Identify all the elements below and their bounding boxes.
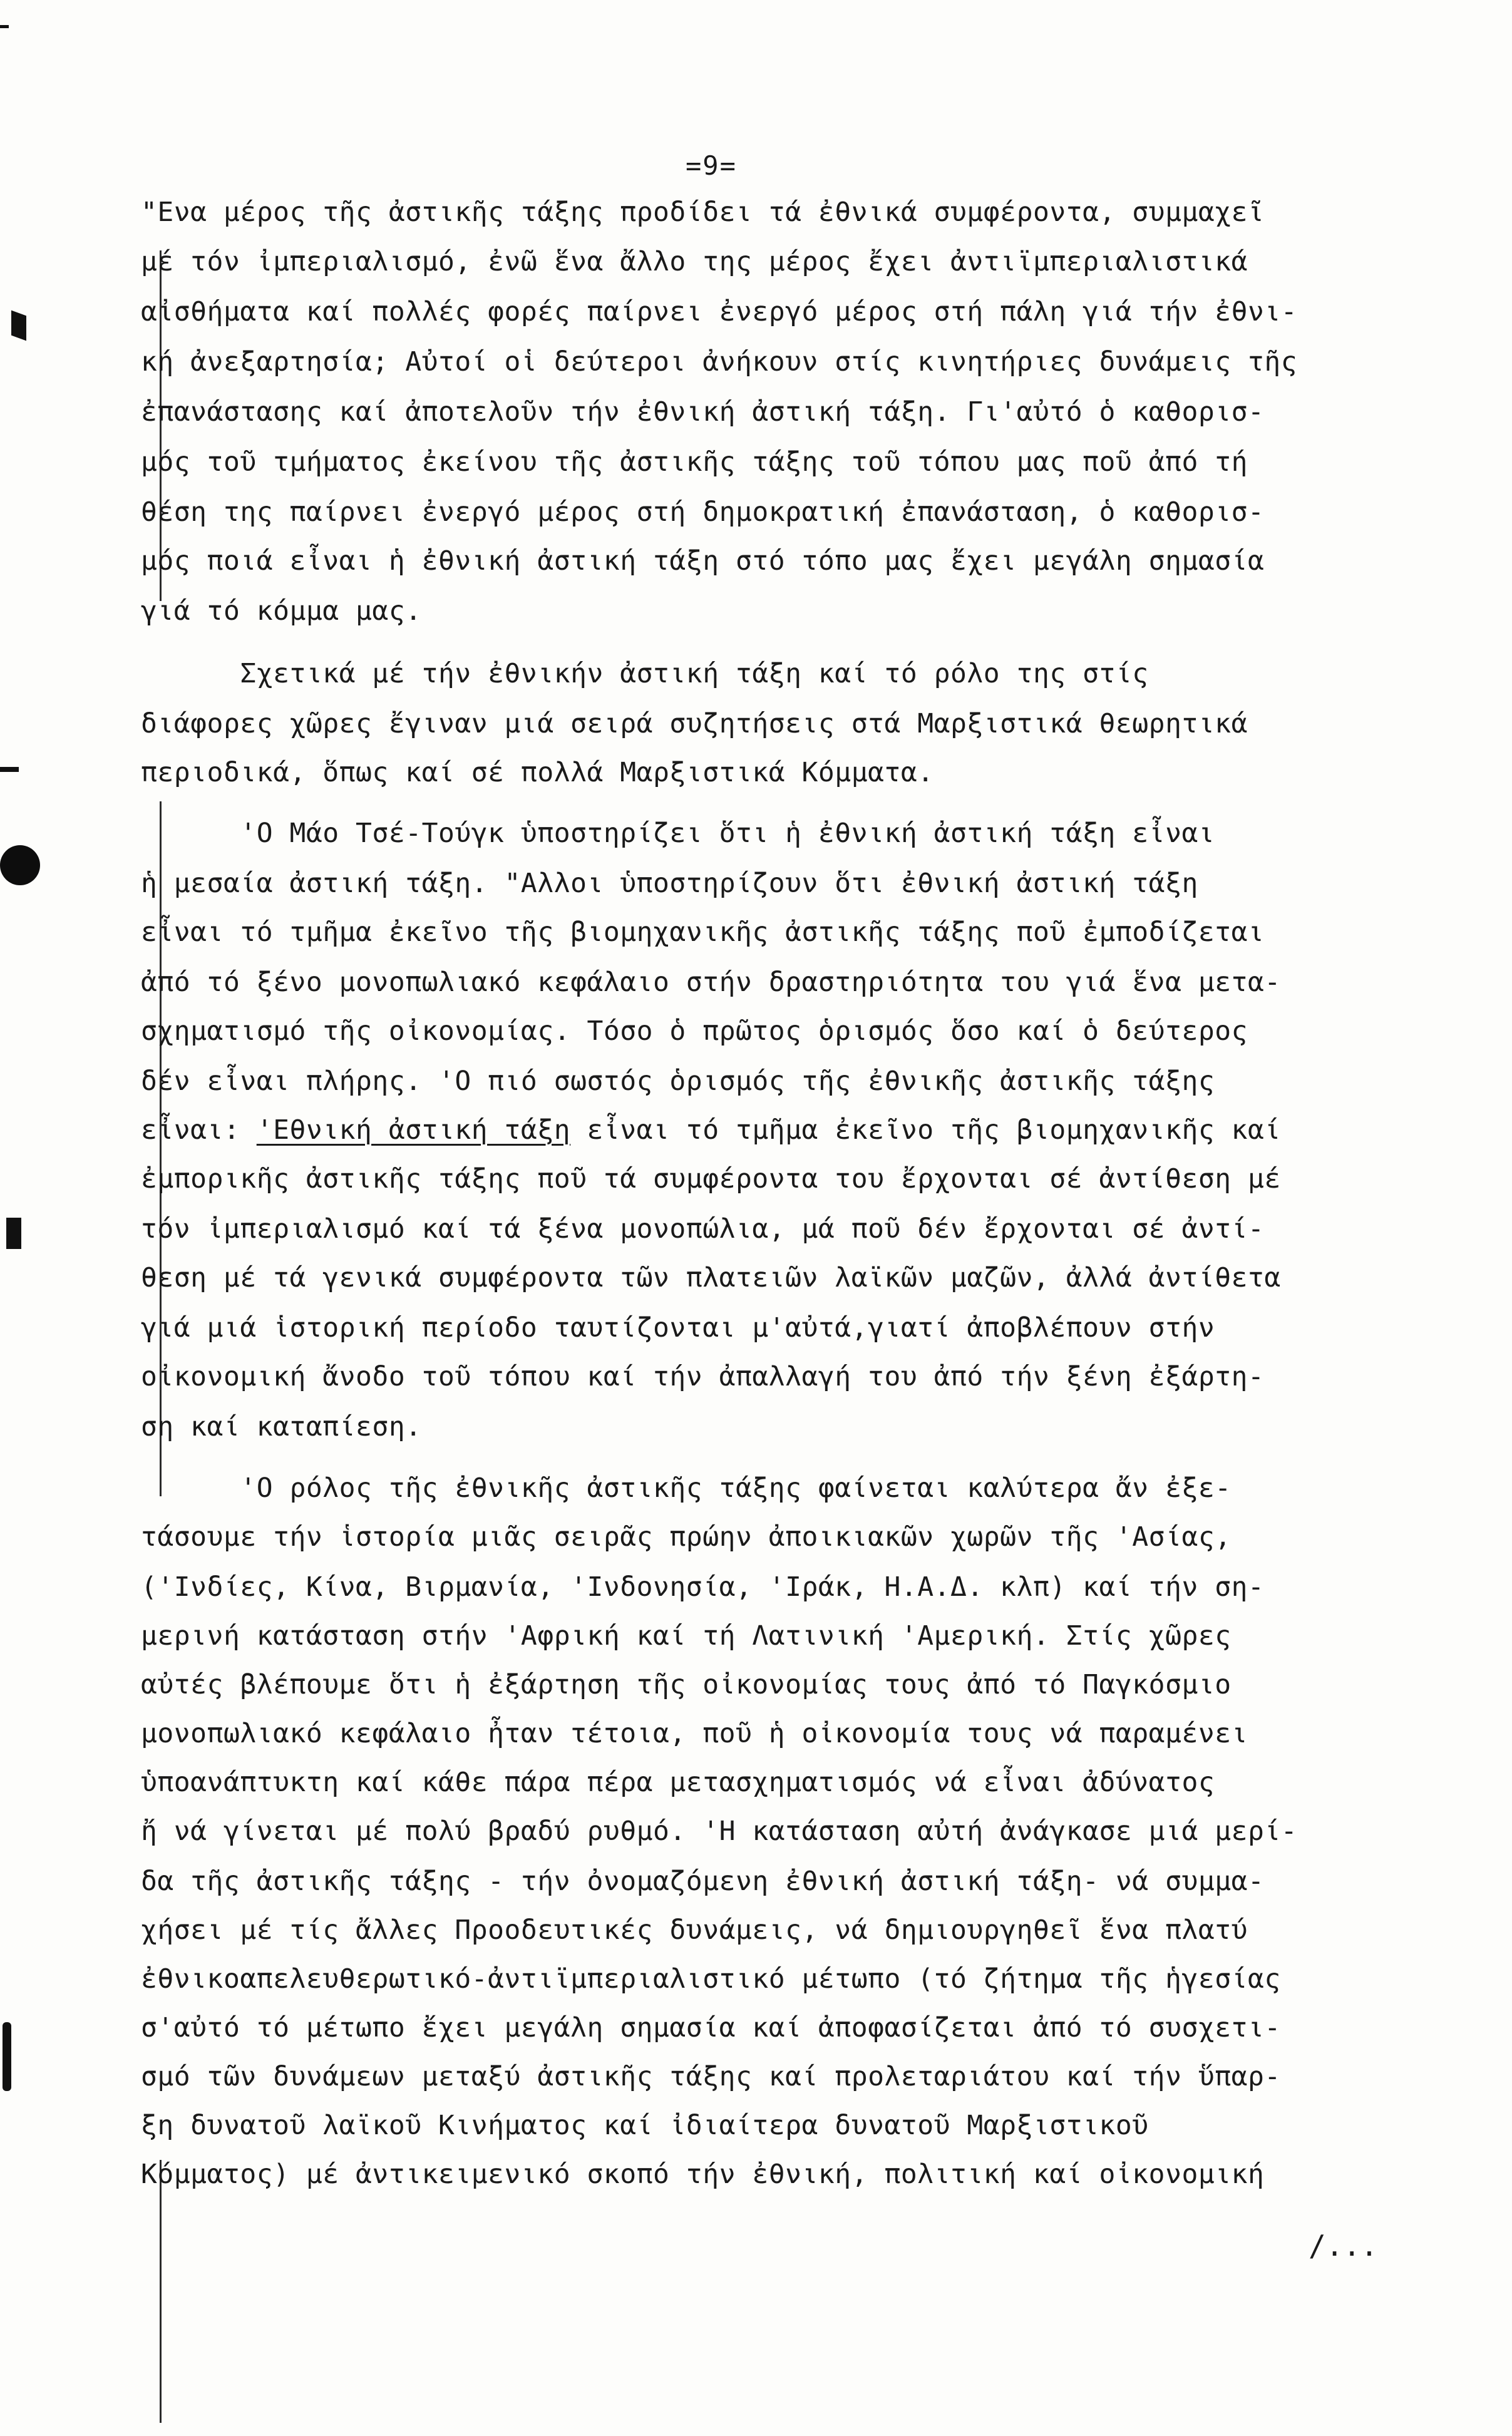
text-line: γιά μιά ἱστορική περίοδο ταυτίζονται μ'αὐτά,γιατί ἀποβλέπουν στήν bbox=[141, 1312, 1215, 1344]
text-line: Σχετικά μέ τήν ἐθνικήν ἀστική τάξη καί τό ρόλο της στίς bbox=[141, 658, 1149, 689]
text-line: τάσουμε τήν ἱστορία μιᾶς σειρᾶς πρώην ἀποικιακῶν χωρῶν τῆς 'Ασίας, bbox=[141, 1521, 1232, 1553]
text-line: σμό τῶν δυνάμεων μεταξύ ἀστικῆς τάξης καί προλεταριάτου καί τήν ὕπαρ- bbox=[141, 2061, 1281, 2092]
text-line: μονοπωλιακό κεφάλαιο ἦταν τέτοια, ποῦ ἡ οἰκονομία τους νά παραμένει bbox=[141, 1718, 1248, 1749]
text-line: γιά τό κόμμα μας. bbox=[141, 595, 422, 627]
text-line: ἐθνικοαπελευθερωτικό-ἀντιϊμπεριαλιστικό μέτωπο (τό ζήτημα τῆς ἡγεσίας bbox=[141, 1963, 1281, 1995]
page-number: =9= bbox=[686, 150, 737, 181]
definition-text: εἶναι τό τμῆμα ἐκεῖνο τῆς βιομηχανικῆς καί bbox=[570, 1114, 1281, 1146]
text-line: διάφορες χῶρες ἔγιναν μιά σειρά συζητήσεις στά Μαρξιστικά θεωρητικά bbox=[141, 708, 1248, 739]
text-line: μός τοῦ τμήματος ἐκείνου τῆς ἀστικῆς τάξης τοῦ τόπου μας ποῦ ἀπό τή bbox=[141, 446, 1248, 478]
text-line: αὐτές βλέπουμε ὅτι ἡ ἐξάρτηση τῆς οἰκονομίας τους ἀπό τό Παγκόσμιο bbox=[141, 1669, 1232, 1700]
text-line: δέν εἶναι πλήρης. 'Ο πιό σωστός ὁρισμός τῆς ἐθνικῆς ἀστικῆς τάξης bbox=[141, 1066, 1215, 1097]
text-line: 'Ο ρόλος τῆς ἐθνικῆς ἀστικῆς τάξης φαίνεται καλύτερα ἄν ἐξε- bbox=[141, 1472, 1232, 1504]
text-line: τόν ἰμπεριαλισμό καί τά ξένα μονοπώλια, μά ποῦ δέν ἔρχονται σέ ἀντί- bbox=[141, 1213, 1265, 1245]
continuation-mark: /... bbox=[1309, 2229, 1378, 2263]
binding-mark bbox=[6, 1218, 21, 1249]
punch-hole bbox=[0, 845, 40, 885]
text-line: μέ τόν ἰμπεριαλισμό, ἐνῶ ἕνα ἄλλο της μέρος ἔχει ἀντιϊμπεριαλιστικά bbox=[141, 246, 1248, 277]
binding-mark bbox=[0, 25, 9, 28]
binding-mark bbox=[3, 2022, 11, 2091]
margin-rule bbox=[160, 2160, 162, 2423]
text-line: ἐπανάστασης καί ἀποτελοῦν τήν ἐθνική ἀστική τάξη. Γι'αὐτό ὁ καθορισ- bbox=[141, 396, 1265, 428]
text-line: ὑποανάπτυκτη καί κάθε πάρα πέρα μετασχηματισμός νά εἶναι ἀδύνατος bbox=[141, 1767, 1215, 1798]
text-line: σχηματισμό τῆς οἰκονομίας. Τόσο ὁ πρῶτος ὁρισμός ὅσο καί ὁ δεύτερος bbox=[141, 1015, 1248, 1047]
definition-line bbox=[141, 1114, 1281, 1146]
text-line: δα τῆς ἀστικῆς τάξης - τήν ὀνομαζόμενη ἐθνική ἀστική τάξη- νά συμμα- bbox=[141, 1866, 1265, 1897]
text-line: ση καί καταπίεση. bbox=[141, 1411, 422, 1442]
text-line: μός ποιά εἶναι ἡ ἐθνική ἀστική τάξη στό τόπο μας ἔχει μεγάλη σημασία bbox=[141, 545, 1265, 577]
text-line: θέση της παίρνει ἐνεργό μέρος στή δημοκρατική ἐπανάσταση, ὁ καθορισ- bbox=[141, 496, 1265, 528]
text-line: ξη δυνατοῦ λαϊκοῦ Κινήματος καί ἰδιαίτερα δυνατοῦ Μαρξιστικοῦ bbox=[141, 2110, 1149, 2141]
text-line: χήσει μέ τίς ἄλλες Προοδευτικές δυνάμεις, νά δημιουργηθεῖ ἕνα πλατύ bbox=[141, 1914, 1248, 1946]
text-line: ἡ μεσαία ἀστική τάξη. "Αλλοι ὑποστηρίζουν ὅτι ἐθνική ἀστική τάξη bbox=[141, 868, 1198, 899]
definition-label: εἶναι: bbox=[141, 1114, 257, 1146]
text-line: μερινή κατάσταση στήν 'Αφρική καί τή Λατινική 'Αμερική. Στίς χῶρες bbox=[141, 1620, 1232, 1652]
text-line: θεση μέ τά γενικά συμφέροντα τῶν πλατειῶν λαϊκῶν μαζῶν, ἀλλά ἀντίθετα bbox=[141, 1262, 1281, 1293]
text-line: Κόμματος) μέ ἀντικειμενικό σκοπό τήν ἐθνική, πολιτική καί οἰκονομική bbox=[141, 2159, 1265, 2190]
binding-mark bbox=[11, 311, 26, 341]
text-line: σ'αὐτό τό μέτωπο ἔχει μεγάλη σημασία καί ἀποφασίζεται ἀπό τό συσχετι- bbox=[141, 2012, 1281, 2043]
text-line: "Ενα μέρος τῆς ἀστικῆς τάξης προδίδει τά ἐθνικά συμφέροντα, συμμαχεῖ bbox=[141, 197, 1265, 228]
text-line: ἐμπορικῆς ἀστικῆς τάξης ποῦ τά συμφέροντα του ἔρχονται σέ ἀντίθεση μέ bbox=[141, 1163, 1281, 1195]
text-line: αἰσθήματα καί πολλές φορές παίρνει ἐνεργό μέρος στή πάλη γιά τήν ἐθνι- bbox=[141, 296, 1298, 327]
text-line: οἰκονομική ἄνοδο τοῦ τόπου καί τήν ἀπαλλαγή του ἀπό τήν ξένη ἐξάρτη- bbox=[141, 1361, 1265, 1392]
text-line: εἶναι τό τμῆμα ἐκεῖνο τῆς βιομηχανικῆς ἀστικῆς τάξης ποῦ ἐμποδίζεται bbox=[141, 917, 1265, 948]
text-line: κή ἀνεξαρτησία; Αὐτοί οἱ δεύτεροι ἀνήκουν στίς κινητήριες δυνάμεις τῆς bbox=[141, 346, 1298, 378]
text-line: 'Ο Μάο Τσέ-Τούγκ ὑποστηρίζει ὅτι ἡ ἐθνική ἀστική τάξη εἶναι bbox=[141, 818, 1215, 849]
text-line: ἀπό τό ξένο μονοπωλιακό κεφάλαιο στήν δραστηριότητα του γιά ἕνα μετα- bbox=[141, 967, 1281, 998]
binding-mark bbox=[0, 767, 19, 772]
text-line: περιοδικά, ὅπως καί σέ πολλά Μαρξιστικά Κόμματα. bbox=[141, 757, 934, 788]
text-line: ('Ινδίες, Κίνα, Βιρμανία, 'Ινδονησία, 'Ιράκ, Η.Α.Δ. κλπ) καί τήν ση- bbox=[141, 1571, 1265, 1603]
definition-term: 'Εθνική ἀστική τάξη bbox=[256, 1114, 571, 1146]
text-line: ἤ νά γίνεται μέ πολύ βραδύ ρυθμό. 'Η κατάσταση αὐτή ἀνάγκασε μιά μερί- bbox=[141, 1816, 1298, 1847]
